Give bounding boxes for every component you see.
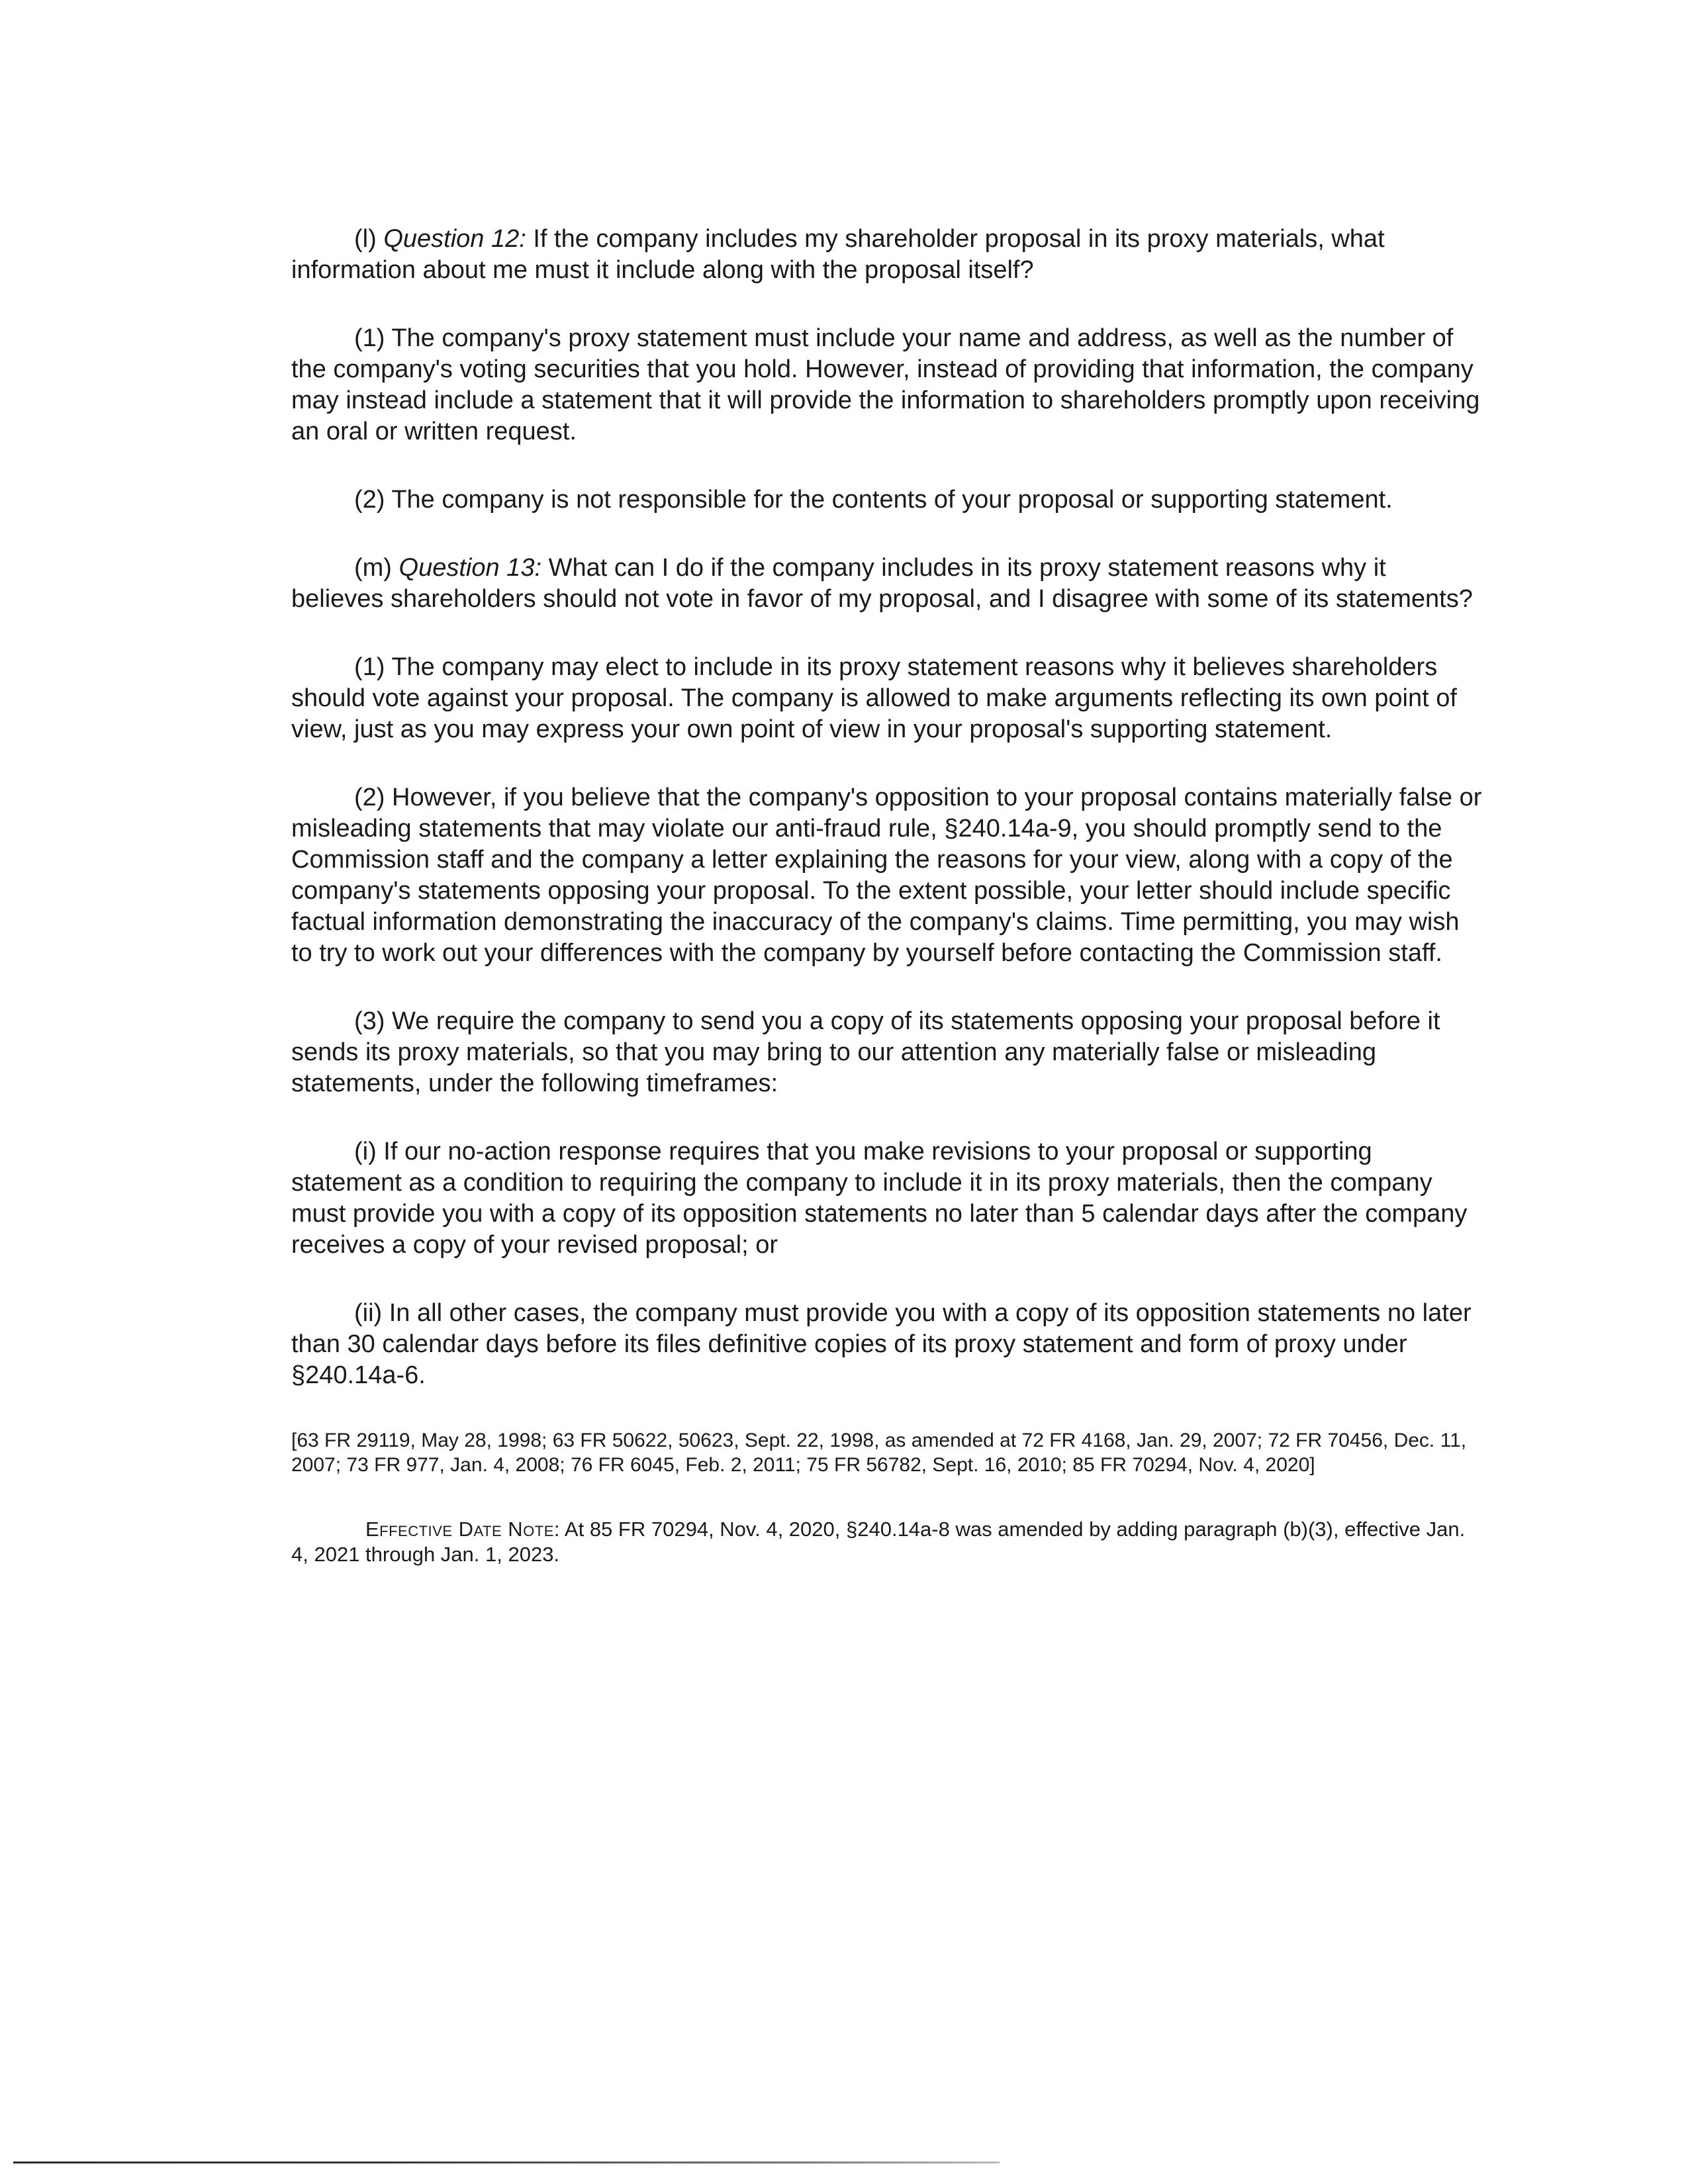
paragraph-text: If the company includes my shareholder proposal in its proxy materials, what information about me must it include along with the proposal itself? xyxy=(291,225,1385,284)
effective-date-note xyxy=(291,1517,1483,1567)
paragraph-m-3-ii: (ii) In all other cases, the company must provide you with a copy of its opposition statements no later than 30 calendar days before its files definitive copies of its proxy statement and form of proxy under §240.14a-6. xyxy=(291,1299,1472,1389)
paragraph-m-2: (2) However, if you believe that the company's opposition to your proposal contains materially false or misleading statements that may violate our anti-fraud rule, §240.14a-9, you should promptly send to the Commission staff and the company a letter explaining the reasons for your view, along with a copy of the company's statements opposing your proposal. To the extent possible, your letter should include specific factual information demonstrating the inaccuracy of the company's claims. Time permitting, you may wish to try to work out your differences with the company by yourself before contacting the Commission staff. xyxy=(291,784,1482,967)
paragraph-text: What can I do if the company includes in its proxy statement reasons why it believes shareholders should not vote in favor of my proposal, and I disagree with some of its statements? xyxy=(291,554,1473,613)
page-bottom-rule xyxy=(13,2161,1000,2163)
regulatory-citation: [63 FR 29119, May 28, 1998; 63 FR 50622, 50623, Sept. 22, 1998, as amended at 72 FR 4168, Jan. 29, 2007; 72 FR 70456, Dec. 11, 2007; 73 FR 977, Jan. 4, 2008; 76 FR 6045, Feb. 2, 2011; 75 FR 56782, Sept. 16, 2010; 85 FR 70294, Nov. 4, 2020] xyxy=(291,1430,1467,1476)
note-label: Effective Date Note: xyxy=(365,1518,561,1541)
question-label: Question 13: xyxy=(399,554,542,582)
paragraph-prefix: (m) xyxy=(354,554,399,582)
paragraph-m-1: (1) The company may elect to include in its proxy statement reasons why it believes shareholders should vote against your proposal. The company is allowed to make arguments reflecting its own point of view, just as you may express your own point of view in your proposal's supporting statement. xyxy=(291,653,1457,743)
paragraph-l-1: (1) The company's proxy statement must include your name and address, as well as the number of the company's voting securities that you hold. However, instead of providing that information, the company may instead include a statement that it will provide the information to shareholders promptly upon receiving an oral or written request. xyxy=(291,324,1480,445)
paragraph-l-2: (2) The company is not responsible for the contents of your proposal or supporting statement. xyxy=(354,486,1393,514)
paragraph-m-3: (3) We require the company to send you a copy of its statements opposing your proposal before it sends its proxy materials, so that you may bring to our attention any materially false or misleading statements, under the following timeframes: xyxy=(291,1007,1440,1097)
paragraph-prefix: (l) xyxy=(354,225,384,253)
paragraph-m-3-i: (i) If our no-action response requires that you make revisions to your proposal or supporting statement as a condition to requiring the company to include it in its proxy materials, then the company must provide you with a copy of its opposition statements no later than 5 calendar days after the company receives a copy of your revised proposal; or xyxy=(291,1138,1468,1259)
question-label: Question 12: xyxy=(383,225,526,253)
document-body xyxy=(291,224,1483,1567)
paragraph-question-13 xyxy=(291,553,1483,615)
note-text: At 85 FR 70294, Nov. 4, 2020, §240.14a-8 was amended by adding paragraph (b)(3), effective Jan. 4, 2021 through Jan. 1, 2023. xyxy=(291,1518,1466,1566)
paragraph-question-12 xyxy=(291,224,1483,286)
